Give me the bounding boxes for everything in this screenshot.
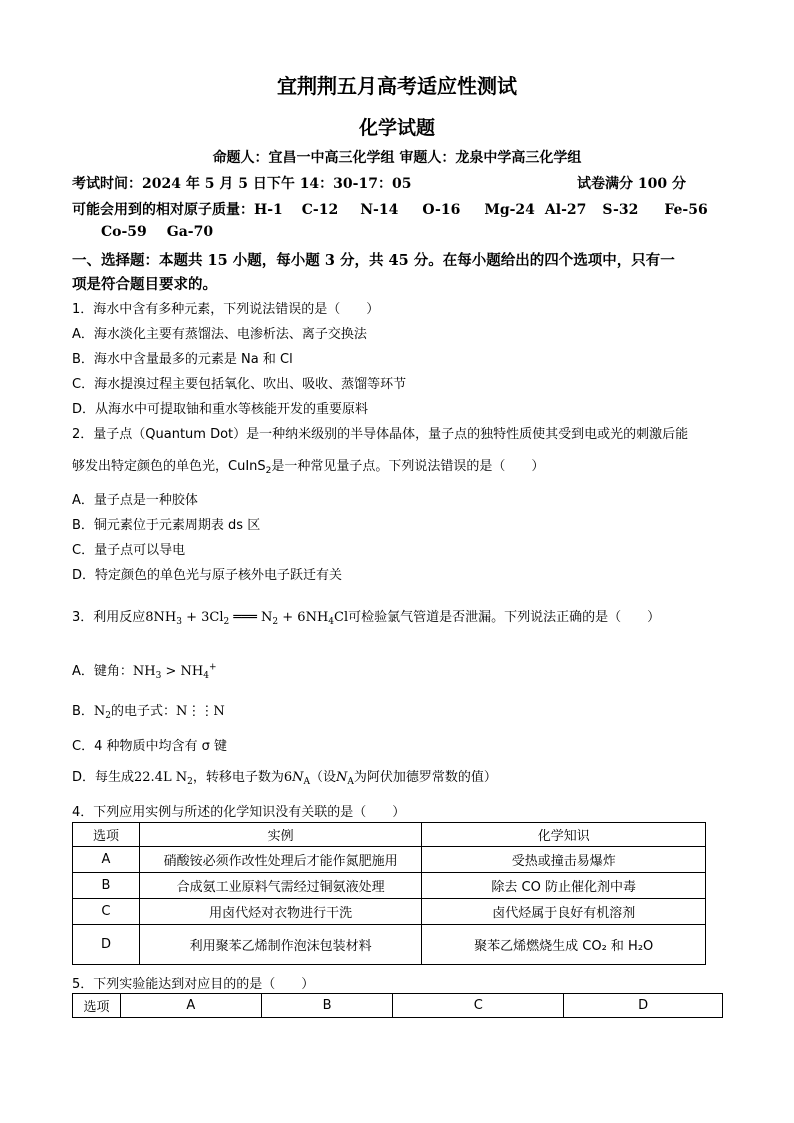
question-2-option-c: C．量子点可以导电 (72, 543, 186, 558)
question-2-stem-cont: 够发出特定颜色的单色光，CuInS$_2$是一种常见量子点。下列说法错误的是（ ） (72, 459, 545, 476)
question-5-table (72, 993, 723, 1018)
question-1-stem: 1．海水中含有多种元素，下列说法错误的是（ ） (72, 302, 380, 317)
full-score: 试卷满分 100 分 (577, 176, 686, 192)
atomic-mass-item: Mg-24 (484, 202, 535, 218)
atomic-mass-item: S-32 (602, 202, 639, 218)
atomic-mass-item: Al-27 (544, 202, 587, 218)
section-heading-cont: 项是符合题目要求的。 (72, 276, 217, 293)
atomic-mass-item: C-12 (301, 202, 339, 218)
atomic-mass-item: Ga-70 (166, 224, 214, 240)
atomic-masses-row-2 (101, 224, 229, 240)
question-1-option-c: C．海水提溴过程主要包括氧化、吹出、吸收、蒸馏等环节 (72, 377, 407, 392)
section-heading: 一、选择题：本题共 15 小题，每小题 3 分，共 45 分。在每小题给出的四个选项中，只有一 (72, 252, 675, 269)
question-1-option-b: B．海水中含量最多的元素是 Na 和 Cl (72, 352, 293, 367)
question-2-option-b: B．铜元素位于元素周期表 ds 区 (72, 518, 261, 533)
question-1-option-a: A．海水淡化主要有蒸馏法、电渗析法、离子交换法 (72, 327, 367, 342)
table-row: A 硝酸铵必须作改性处理后才能作氮肥施用 受热或撞击易爆炸 (73, 847, 706, 873)
table-header-row: 选项 A B C D (73, 994, 723, 1018)
atomic-mass-item: O-16 (422, 202, 461, 218)
reaction-equation: $8NH_3 + 3Cl_2$ ═══ $N_2 + 6NH_4Cl$ (145, 610, 349, 627)
question-4-stem: 4．下列应用实例与所述的化学知识没有关联的是（ ） (72, 805, 406, 820)
exam-authors: 命题人：宜昌一中高三化学组 审题人：龙泉中学高三化学组 (212, 150, 582, 166)
table-row: C 用卤代烃对衣物进行干洗 卤代烃属于良好有机溶剂 (73, 899, 706, 925)
question-2-stem: 2．量子点（Quantum Dot）是一种纳米级别的半导体晶体，量子点的独特性质使其受到电或光的刺激后能 (72, 427, 689, 442)
atomic-masses-row-1 (72, 199, 724, 219)
question-3-option-b: B．$N_2$的电子式：N⋮⋮N (72, 704, 225, 721)
question-5-stem: 5．下列实验能达到对应目的的是（ ） (72, 977, 315, 992)
atomic-masses-label: 可能会用到的相对原子质量： (72, 202, 254, 218)
table-row: D 利用聚苯乙烯制作泡沫包装材料 聚苯乙烯燃烧生成 CO₂ 和 H₂O (73, 925, 706, 965)
question-3-stem: 3．利用反应$8NH_3 + 3Cl_2$ ═══ $N_2 + 6NH_4Cl$可检验氯气管道是否泄漏。下列说法正确的是（ ） (72, 610, 661, 627)
exam-time: 考试时间：2024 年 5 月 5 日下午 14：30-17：05 (72, 176, 412, 192)
exam-title: 宜荆荆五月高考适应性测试 (277, 74, 517, 98)
exam-subtitle: 化学试题 (358, 117, 435, 139)
question-3-option-c: C．4 种物质中均含有 σ 键 (72, 739, 227, 754)
question-4-table (72, 822, 706, 965)
atomic-mass-item: H-1 (254, 202, 283, 218)
bond-angle-formula: $NH_3 > NH_4^+$ (132, 662, 217, 681)
atomic-mass-item: Fe-56 (664, 202, 708, 218)
question-1-option-d: D．从海水中可提取铀和重水等核能开发的重要原料 (72, 402, 369, 417)
atomic-mass-list (254, 202, 724, 218)
electron-formula: N⋮⋮N (176, 704, 225, 719)
atomic-mass-item: Co-59 (101, 224, 147, 240)
atomic-mass-list (101, 224, 229, 240)
atomic-mass-item: N-14 (360, 202, 399, 218)
table-row: B 合成氨工业原料气需经过铜氨液处理 除去 CO 防止催化剂中毒 (73, 873, 706, 899)
question-3-option-d: D．每生成22.4L $N_2$，转移电子数为$6N_A$（设$N_A$为阿伏加德罗常数的值） (72, 770, 497, 787)
question-3-option-a: A．键角：$NH_3 > NH_4^+$ (72, 662, 217, 681)
table-header-row: 选项 实例 化学知识 (73, 823, 706, 847)
question-2-option-a: A．量子点是一种胶体 (72, 493, 198, 508)
question-2-option-d: D．特定颜色的单色光与原子核外电子跃迁有关 (72, 568, 343, 583)
